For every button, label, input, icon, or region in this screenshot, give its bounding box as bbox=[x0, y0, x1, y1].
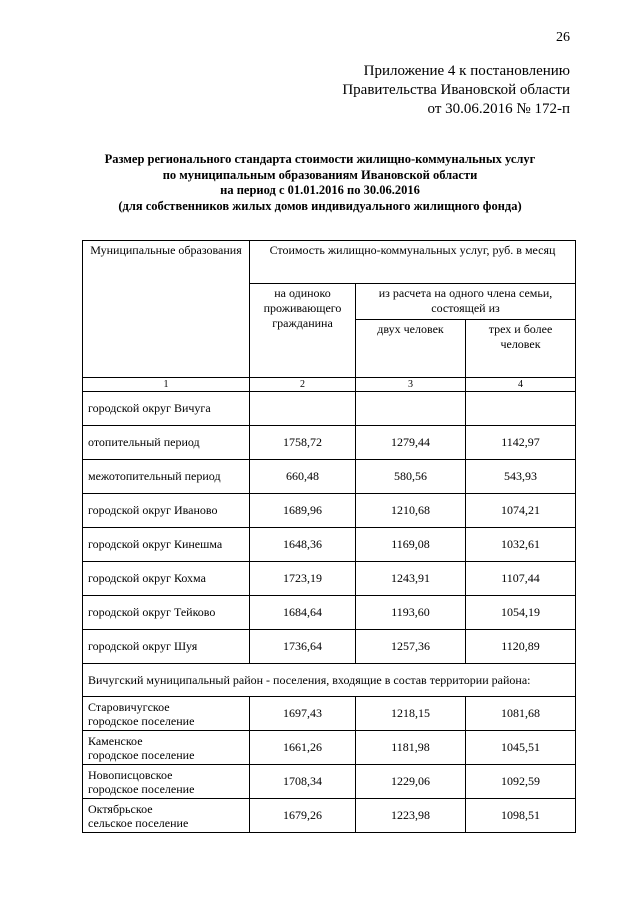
appendix-line: Правительства Ивановской области bbox=[342, 82, 570, 98]
table-row bbox=[83, 562, 576, 596]
value-single: 1758,72 bbox=[250, 426, 356, 460]
value-two bbox=[356, 392, 466, 426]
settlement-name-line: Каменское bbox=[88, 733, 143, 748]
value-three: 1107,44 bbox=[466, 562, 576, 596]
value-single: 1684,64 bbox=[250, 596, 356, 630]
title-line: Размер регионального стандарта стоимости жилищно-коммунальных услуг bbox=[104, 152, 536, 166]
header-three: трех и более человек bbox=[466, 320, 576, 378]
settlement-type-line: городское поселение bbox=[88, 781, 195, 796]
value-three: 1092,59 bbox=[466, 765, 576, 799]
header-two: двух человек bbox=[356, 320, 466, 378]
header-single: на одиноко проживающего гражданина bbox=[250, 284, 356, 378]
value-two: 1279,44 bbox=[356, 426, 466, 460]
municipality-name: городской округ Иваново bbox=[83, 494, 250, 528]
municipality-name: городской округ Шуя bbox=[83, 630, 250, 664]
value-two: 1193,60 bbox=[356, 596, 466, 630]
value-single: 1736,64 bbox=[250, 630, 356, 664]
value-three bbox=[466, 392, 576, 426]
settlement-name bbox=[83, 765, 250, 799]
municipality-name: городской округ Кинешма bbox=[83, 528, 250, 562]
table-row bbox=[83, 596, 576, 630]
value-single: 1648,36 bbox=[250, 528, 356, 562]
settlement-name-line: Новописцовское bbox=[88, 767, 173, 782]
value-two: 1223,98 bbox=[356, 799, 466, 833]
table-row bbox=[83, 494, 576, 528]
settlement-name bbox=[83, 731, 250, 765]
municipality-name: городской округ Тейково bbox=[83, 596, 250, 630]
header-municipality: Муниципальные образования bbox=[83, 241, 250, 378]
value-three: 1054,19 bbox=[466, 596, 576, 630]
value-single: 1689,96 bbox=[250, 494, 356, 528]
settlement-type-line: городское поселение bbox=[88, 713, 195, 728]
value-single bbox=[250, 392, 356, 426]
title-line: (для собственников жилых домов индивидуального жилищного фонда) bbox=[118, 198, 522, 213]
rates-table bbox=[82, 240, 576, 833]
appendix-reference bbox=[270, 62, 570, 119]
value-three: 1032,61 bbox=[466, 528, 576, 562]
table-row bbox=[83, 731, 576, 765]
table-row bbox=[83, 528, 576, 562]
column-number: 4 bbox=[466, 378, 576, 392]
table-row bbox=[83, 630, 576, 664]
column-number: 3 bbox=[356, 378, 466, 392]
appendix-line: от 30.06.2016 № 172-п bbox=[427, 101, 570, 117]
municipality-name: межотопительный период bbox=[83, 460, 250, 494]
value-three: 1142,97 bbox=[466, 426, 576, 460]
value-three: 1045,51 bbox=[466, 731, 576, 765]
value-single: 1679,26 bbox=[250, 799, 356, 833]
column-number: 2 bbox=[250, 378, 356, 392]
value-single: 1697,43 bbox=[250, 697, 356, 731]
value-two: 1243,91 bbox=[356, 562, 466, 596]
table-row bbox=[83, 460, 576, 494]
value-two: 1229,06 bbox=[356, 765, 466, 799]
value-three: 543,93 bbox=[466, 460, 576, 494]
header-cost: Стоимость жилищно-коммунальных услуг, руб. в месяц bbox=[250, 241, 576, 284]
municipality-name: городской округ Вичуга bbox=[83, 392, 250, 426]
column-number-row bbox=[83, 378, 576, 392]
value-single: 1661,26 bbox=[250, 731, 356, 765]
table-row bbox=[83, 765, 576, 799]
municipality-name: городской округ Кохма bbox=[83, 562, 250, 596]
value-single: 1708,34 bbox=[250, 765, 356, 799]
table-row bbox=[83, 697, 576, 731]
value-three: 1120,89 bbox=[466, 630, 576, 664]
settlement-name bbox=[83, 799, 250, 833]
title-line: по муниципальным образованиям Ивановской области bbox=[162, 167, 478, 182]
table-row bbox=[83, 426, 576, 460]
value-two: 1257,36 bbox=[356, 630, 466, 664]
column-number: 1 bbox=[83, 378, 250, 392]
header-per-member: из расчета на одного члена семьи, состоящей из bbox=[356, 284, 576, 320]
value-three: 1074,21 bbox=[466, 494, 576, 528]
value-single: 660,48 bbox=[250, 460, 356, 494]
value-two: 1210,68 bbox=[356, 494, 466, 528]
municipality-name: отопительный период bbox=[83, 426, 250, 460]
settlement-name bbox=[83, 697, 250, 731]
table-row bbox=[83, 799, 576, 833]
settlement-type-line: сельское поселение bbox=[88, 815, 189, 830]
value-two: 1181,98 bbox=[356, 731, 466, 765]
settlement-name-line: Старовичугское bbox=[88, 699, 170, 714]
page-number: 26 bbox=[556, 30, 570, 45]
settlement-type-line: городское поселение bbox=[88, 747, 195, 762]
value-single: 1723,19 bbox=[250, 562, 356, 596]
table-row bbox=[83, 392, 576, 426]
document-title bbox=[60, 152, 580, 214]
title-line: на период с 01.01.2016 по 30.06.2016 bbox=[220, 183, 420, 197]
value-two: 580,56 bbox=[356, 460, 466, 494]
district-header-row bbox=[83, 664, 576, 697]
district-header: Вичугский муниципальный район - поселения, входящие в состав территории района: bbox=[83, 664, 576, 697]
value-three: 1081,68 bbox=[466, 697, 576, 731]
value-three: 1098,51 bbox=[466, 799, 576, 833]
value-two: 1218,15 bbox=[356, 697, 466, 731]
value-two: 1169,08 bbox=[356, 528, 466, 562]
settlement-name-line: Октябрьское bbox=[88, 801, 153, 816]
appendix-line: Приложение 4 к постановлению bbox=[363, 63, 570, 79]
